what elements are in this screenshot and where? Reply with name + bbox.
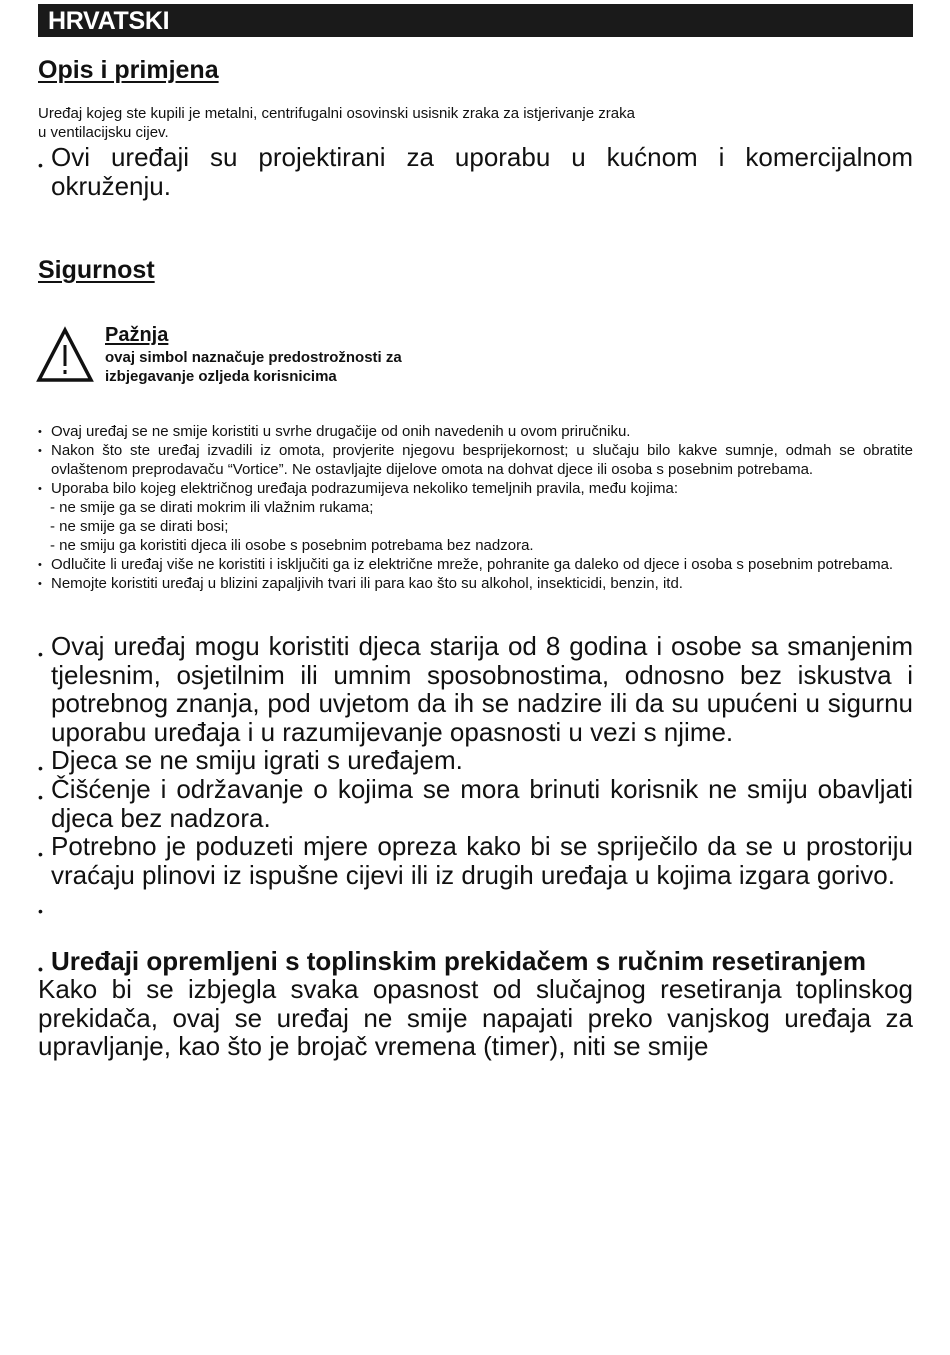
list-item: • Odlučite li uređaj više ne koristiti i isključiti ga iz električne mreže, pohranite ga daleko od djece i osoba s posebnim potrebama. [38,555,913,574]
warning-text: ovaj simbol naznačuje predostrožnosti za izbjegavanje ozljeda korisnicima [105,349,402,385]
list-item: • Nemojte koristiti uređaj u blizini zapaljivih tvari ili para kao što su alkohol, insekticidi, benzin, itd. [38,574,913,593]
usage-bullet-list [38,143,913,200]
list-item: • Ovi uređaji su projektirani za uporabu u kućnom i komercijalnom okruženju. [38,143,913,200]
list-item: • Nakon što ste uređaj izvadili iz omota, provjerite njegovu besprijekornost; u slučaju bilo kakve sumnje, odmah se obratite ovlaštenom preprodavaču “Vortice”. Ne ostavljajte dijelove omota na dohvat djece ili osoba s posebnim potrebama. [38,441,913,479]
sub-list-item: - ne smije ga se dirati bosi; [50,518,229,535]
closing-paragraph: Kako bi se izbjegla svaka opasnost od slučajnog resetiranja toplinskog prekidača, ovaj se uređaj ne smije napajati preko vanjskog uređaja za upravljanje, kao što je brojač vremena (timer), niti se smije [38,974,913,1062]
list-item: • Uporaba bilo kojeg električnog uređaja podrazumijeva nekoliko temeljnih pravila, među kojima: [38,479,913,498]
thermal-cutout-heading: • Uređaji opremljeni s toplinskim prekidačem s ručnim resetiranjem [38,947,913,976]
sub-list-item: - ne smiju ga koristiti djeca ili osobe s posebnim potrebama bez nadzora. [50,537,534,554]
list-item: • Potrebno je poduzeti mjere opreza kako bi se spriječilo da se u prostoriju vraćaju plinovi iz ispušne cijevi ili iz drugih uređaja u kojima izgara gorivo. [38,832,913,889]
list-item: • Čišćenje i održavanje o kojima se mora brinuti korisnik ne smiju obavljati djeca bez nadzora. [38,775,913,832]
section-title-safety: Sigurnost [38,256,155,284]
safety-large-list [38,632,913,1061]
warning-box [36,324,456,394]
intro-line-2: u ventilacijsku cijev. [38,124,169,141]
warning-triangle-icon [36,326,94,384]
list-item: • Ovaj uređaj mogu koristiti djeca starija od 8 godina i osobe sa smanjenim tjelesnim, osjetilnim ili umnim sposobnostima, odnosno bez iskustva i potrebnog znanja, pod uvjetom da ih se nadzire ili da su upućeni u sigurnu uporabu uređaja i u razumijevanje opasnosti u vezi s njime. [38,632,913,746]
list-item: • Ovaj uređaj se ne smije koristiti u svrhe drugačije od onih navedenih u ovom priručniku. [38,422,913,441]
sub-list-item: - ne smije ga se dirati mokrim ili vlažnim rukama; [50,499,374,516]
language-header: HRVATSKI [38,4,913,37]
section-title-description: Opis i primjena [38,56,219,84]
safety-small-list [38,422,913,593]
list-item: • Djeca se ne smiju igrati s uređajem. [38,746,913,775]
warning-title: Pažnja [105,324,169,346]
intro-paragraph [38,104,913,142]
intro-line-1: Uređaj kojeg ste kupili je metalni, centrifugalni osovinski usisnik zraka za istjerivanje zraka [38,105,635,122]
list-item-empty [38,889,913,918]
